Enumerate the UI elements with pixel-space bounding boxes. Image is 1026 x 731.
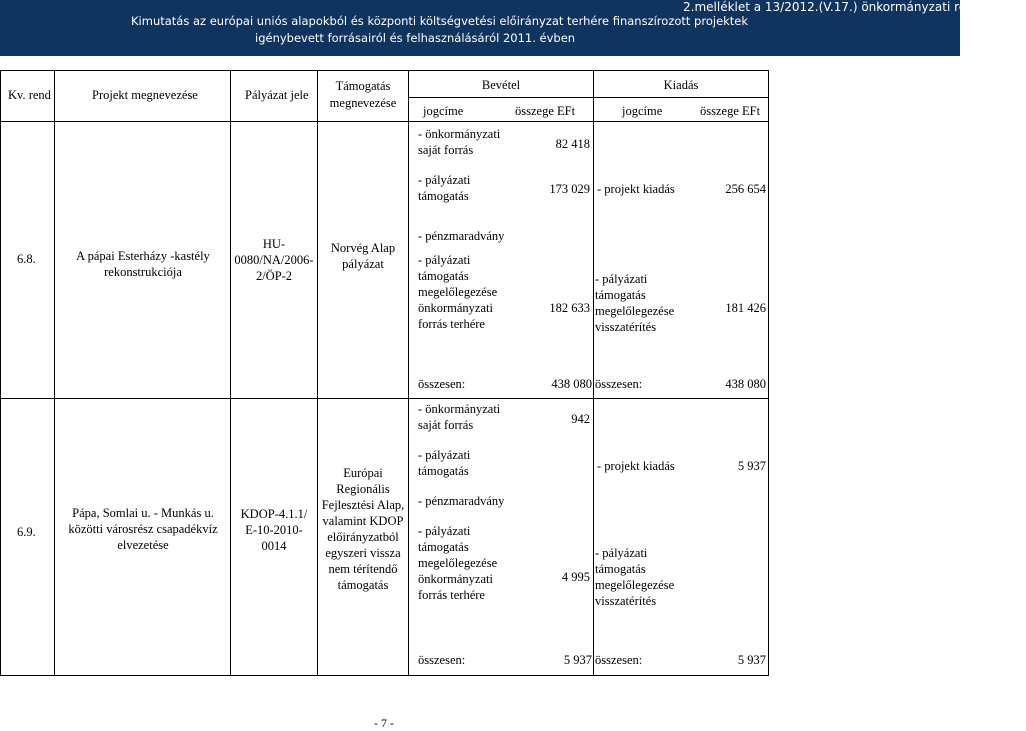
income-label: - pályázati támogatás - pénzmaradvány - pályázati támogatás megelőlegezése önkormányzati forrás terhére	[418, 448, 505, 602]
col-header-projekt: Projekt megnevezése	[92, 88, 198, 102]
row-grant-name: Norvég Alap pályázat	[330, 241, 396, 271]
income-amount: 4 995	[561, 570, 590, 584]
row-project-name: A pápai Esterházy -kastély rekonstrukciója	[76, 249, 210, 279]
col-header-bevetel-jogcime: jogcíme	[423, 104, 464, 118]
col-header-bevetel-osszege: összege EFt	[515, 104, 576, 118]
row-grant-name: Európai Regionális Fejlesztési Alap, valamint KDOP előirányzatból egyszeri vissza nem térítendő támogatás	[321, 466, 405, 592]
col-header-palyazat-jele: Pályázat jele	[245, 88, 309, 102]
total-income: 5 937	[563, 653, 592, 667]
row-application-id: KDOP-4.1.1/ E-10-2010- 0014	[240, 507, 308, 553]
document-title-line-1: Kimutatás az európai uniós alapokból és központi költségvetési előirányzat terhére finanszírozott projektek	[131, 14, 749, 28]
income-amount: 82 418	[555, 137, 590, 151]
total-label: összesen:	[418, 377, 466, 391]
total-expense-label: összesen:	[595, 377, 643, 391]
income-label: - pályázati támogatás	[418, 173, 471, 203]
col-header-kiadas-jogcime: jogcíme	[622, 104, 663, 118]
expense-amount: 5 937	[737, 459, 766, 473]
total-income: 438 080	[551, 377, 592, 391]
annex-reference: 2.melléklet a 13/2012.(V.17.) önkormányzati rendelethez	[683, 0, 1026, 14]
total-label: összesen:	[418, 653, 466, 667]
total-expense: 5 937	[737, 653, 766, 667]
row-application-id: HU- 0080/NA/2006- 2/ÖP-2	[234, 237, 314, 283]
document-title-line-2: igénybevett forrásairól és felhasználásáról 2011. évben	[255, 31, 576, 45]
col-header-kiadas-osszege: összege EFt	[700, 104, 761, 118]
row-project-name: Pápa, Somlai u. - Munkás u. közötti városrész csapadékvíz elvezetése	[68, 506, 218, 552]
income-amount: 942	[571, 412, 590, 426]
col-header-kv-rend: Kv. rend	[8, 88, 51, 102]
expense-label: - pályázati támogatás megelőlegezése visszatérítés	[595, 272, 675, 334]
income-amount: 182 633	[549, 301, 590, 315]
expense-label: - projekt kiadás	[597, 182, 675, 196]
expense-label: - projekt kiadás	[597, 459, 675, 473]
income-label: - önkormányzati saját forrás	[418, 402, 501, 432]
col-header-tamogatas-1: Támogatás	[335, 79, 391, 93]
expense-label: - pályázati támogatás megelőlegezése visszatérítés	[595, 546, 675, 608]
total-expense: 438 080	[725, 377, 766, 391]
income-label: - önkormányzati saját forrás	[418, 127, 501, 157]
expense-amount: 256 654	[725, 182, 766, 196]
row-kv-rend: 6.8.	[17, 252, 36, 266]
income-label: - pénzmaradvány - pályázati támogatás megelőlegezése önkormányzati forrás terhére	[418, 229, 505, 331]
row-kv-rend: 6.9.	[17, 525, 36, 539]
col-header-tamogatas-2: megnevezése	[329, 96, 397, 110]
col-header-kiadas: Kiadás	[663, 78, 699, 92]
total-expense-label: összesen:	[595, 653, 643, 667]
expense-amount: 181 426	[725, 301, 766, 315]
page-number: - 7 -	[374, 716, 394, 730]
income-amount: 173 029	[549, 182, 590, 196]
col-header-bevetel: Bevétel	[481, 78, 521, 92]
